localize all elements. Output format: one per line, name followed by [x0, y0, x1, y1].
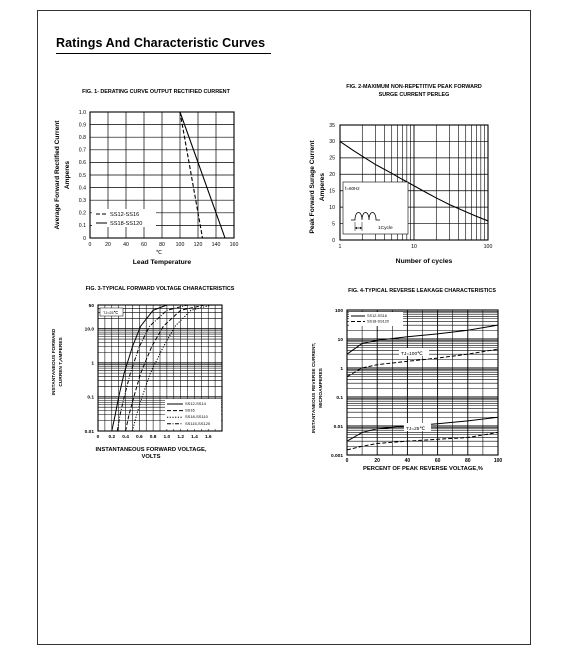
fig1-x-tick-label: 140	[211, 242, 221, 248]
fig3-y-tick-label: 1	[91, 361, 94, 367]
fig4-x-tick-label: 100	[493, 458, 503, 464]
fig2-annotation-frequency: f=60Hz	[345, 186, 360, 191]
fig1-y-tick-label: 0.1	[78, 223, 86, 230]
fig4-legend-label: SS12-SS16	[367, 314, 387, 318]
fig4-x-tick-label: 0	[345, 458, 349, 464]
fig2-x-tick-label: 1	[338, 244, 342, 250]
fig3-legend-label: SS16	[185, 407, 195, 413]
fig3-x-tick-label: 1.0	[163, 435, 171, 440]
fig3-legend-label: SS115-SS120	[185, 420, 211, 426]
fig4-y-label-line2: MICROAMPERES	[319, 368, 324, 408]
fig3-y-label: INSTANTANEOUS FORWARD	[52, 328, 57, 396]
fig2-y-label: Peak Forward Surage Current	[309, 140, 316, 234]
fig1-x-tick-label: 40	[123, 242, 129, 248]
fig4-y-tick-label: 0.01	[333, 424, 343, 430]
fig4-x-tick-label: 60	[434, 458, 441, 464]
fig3-annotation-temperature: TJ=25℃	[103, 311, 118, 315]
fig2-x-label: Number of cycles	[395, 258, 453, 265]
fig3-x-label: INSTANTANEOUS FORWARD VOLTAGE,	[95, 447, 207, 453]
fig1-title: FIG. 1- DERATING CURVE OUTPUT RECTIFIED CURRENT	[82, 89, 230, 95]
fig1-legend-label: SS12-SS16	[110, 212, 140, 218]
fig1-y-tick-label: 0.2	[78, 210, 86, 217]
fig2-y-tick-label: 25	[329, 155, 335, 162]
fig3-x-tick-label: 1.2	[177, 435, 185, 440]
fig1-y-label: Average Forward Rectified Current	[54, 120, 61, 230]
fig2-y-tick-label: 10	[329, 204, 335, 211]
fig4-y-tick-label: 0.1	[336, 395, 343, 401]
fig2-title: FIG. 2-MAXIMUM NON-REPETITIVE PEAK FORWARD	[346, 84, 482, 90]
page-heading: Ratings And Characteristic Curves	[56, 36, 266, 50]
fig4-y-tick-label: 100	[334, 308, 343, 314]
fig4-y-label: INSTANTANEOUS REVERSE CURRENT,	[312, 342, 317, 434]
fig1-y-tick-label: 0.4	[78, 185, 86, 192]
fig3-x-tick-label: 0.6	[135, 435, 143, 440]
fig3-x-tick-label: 1.6	[204, 435, 212, 440]
fig2-y-tick-label: 15	[329, 188, 335, 195]
fig2-x-tick-label: 100	[483, 244, 493, 250]
fig1-x-label: Lead Temperature	[132, 259, 192, 266]
fig1-y-tick-label: 0.9	[78, 122, 86, 129]
fig1-y-unit: Amperes	[64, 160, 71, 190]
fig4-x-label: PERCENT OF PEAK REVERSE VOLTAGE,%	[363, 466, 483, 472]
fig4-annotation-100c: TJ=100℃	[401, 352, 423, 357]
fig3-y-label-line2: CURREN T,AMPERES	[59, 337, 64, 387]
fig3-x-tick-label: 0.4	[122, 435, 129, 440]
fig4-x-tick-label: 20	[374, 458, 380, 464]
fig2-y-tick-label: 0	[332, 237, 335, 244]
fig3-y-tick-label: 0.1	[87, 395, 94, 401]
fig1-x-tick-label: 100	[175, 242, 185, 248]
fig1-x-tick-label: 160	[229, 242, 239, 248]
fig1-x-tick-label: 20	[105, 242, 111, 248]
fig1-y-tick-label: 0	[83, 235, 86, 242]
fig3-x-tick-label: 0	[96, 435, 100, 440]
fig1-y-tick-label: 1.0	[78, 109, 86, 116]
fig3-legend-label: SS18-SS110	[185, 414, 208, 420]
fig4-y-tick-label: 1	[340, 366, 343, 372]
fig1-x-tick-label: 80	[159, 242, 165, 248]
fig2-y-tick-label: 5	[332, 221, 335, 228]
fig3-x-tick-label: 0.8	[149, 435, 157, 440]
fig1-y-tick-label: 0.7	[78, 147, 86, 154]
fig3-title: FIG. 3-TYPICAL FORWARD VOLTAGE CHARACTERISTICS	[85, 286, 235, 292]
fig2-y-tick-label: 20	[329, 172, 335, 179]
fig3-legend-label: SS12-SS14	[185, 401, 206, 406]
fig1-y-tick-label: 0.5	[78, 172, 86, 179]
fig1-legend-label: SS18-SS120	[110, 221, 143, 227]
fig3-y-tick-label: 10.0	[84, 327, 94, 333]
fig4-x-tick-label: 40	[404, 458, 411, 464]
fig4-x-tick-label: 80	[465, 458, 471, 464]
fig1-x-unit: ℃	[155, 250, 163, 256]
fig2-title-line2: SURGE CURRENT PERLEG	[378, 92, 450, 98]
fig2-y-tick-label: 35	[329, 122, 335, 129]
fig3-x-tick-label: 1.4	[191, 435, 198, 440]
fig4-legend-label: SS18-SS120	[367, 319, 389, 324]
fig3-x-tick-label: 0.2	[108, 435, 116, 440]
fig3-y-tick-label: 0.01	[84, 429, 94, 435]
fig4-annotation-25c: TJ=25℃	[406, 427, 425, 432]
fig4-y-tick-label: 0.001	[330, 453, 343, 459]
fig2-y-unit: Amperes	[319, 172, 326, 202]
fig2-y-tick-label: 30	[329, 139, 335, 146]
fig1-x-tick-label: 0	[88, 242, 92, 248]
fig2-annotation-cycle: 1Cycle	[378, 226, 393, 231]
fig2-x-tick-label: 10	[411, 244, 417, 250]
fig3-y-tick-label: 50	[88, 303, 94, 309]
fig3-x-label-line2: VOLTS	[141, 454, 161, 460]
fig4-y-tick-label: 10	[337, 337, 343, 343]
fig1-y-tick-label: 0.3	[78, 198, 86, 204]
fig1-x-tick-label: 120	[193, 242, 203, 248]
fig1-x-tick-label: 60	[141, 242, 147, 248]
fig1-y-tick-label: 0.6	[78, 160, 86, 167]
fig1-y-tick-label: 0.8	[78, 135, 86, 141]
fig4-title: FIG. 4-TYPICAL REVERSE LEAKAGE CHARACTERISTICS	[348, 288, 496, 294]
